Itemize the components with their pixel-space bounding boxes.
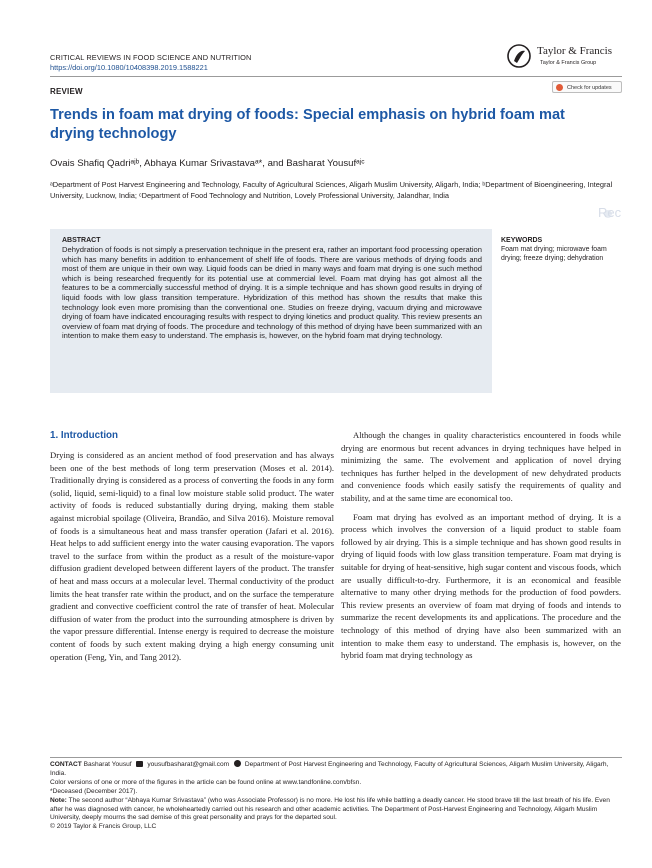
check-for-updates-button[interactable] — [552, 81, 622, 93]
publisher-group: Taylor & Francis Group — [540, 60, 597, 66]
ghost-overlay-text: Rec — [598, 205, 622, 220]
memorial-note — [50, 797, 624, 824]
crossmark-icon — [556, 84, 563, 91]
abstract-text: Dehydration of foods is not simply a preservation technique in the present era, rather an important food processing operation which has many benefits in addition to enhancement of shelf life of foods. There are various methods of drying foods and most of them are unique in their own way. Liquid foods can be dried in many ways and foam mat drying is one such method which is being researched frequently for its potential use at commercial level. Foam mat drying has got almost all the features to be a commercially successful method of drying. It is a simple technique and has shown good results in drying of liquid foods with low glass transition temperature. Hybridization of this method has shown the results that make this technology look even more promising than the conventional one. Studies on freeze drying, vacuum drying and microwave drying of foam have indicated encouraging results with respect to drying kinetics and product quality. This review presents an overview of foam mat drying of foods. The procedure and technology of this method of drying have been summarized with an intention to make them easy to understand. The emphasis is, however, on the hybrid foam mat drying technology. — [62, 245, 482, 341]
keywords-list: Foam mat drying; microwave foam drying; freeze drying; dehydration — [501, 246, 607, 263]
body-column-left — [50, 449, 334, 663]
paragraph: Foam mat drying has evolved as an important method of drying. It is a process which involves the conversion of a liquid product to stable foam followed by air drying. This is a simple technique and has shown good results in drying of liquid foods with low glass transition temperature. Foam mat drying is suitable for drying of heat-sensitive, high sugar content and viscous foods, which are usually difficult-to-dry. Furthermore, it is an economical and feasible alternative to many other drying methods for the production of food powders. This review presents an overview of foam mat drying of foods and intends to summarize the recent developments its and applications. The procedure and the technology of this method of drying have also been summarized with an intention to make them easy to understand. The emphasis is, however, on the hybrid foam mat drying technology as — [341, 511, 621, 661]
note-label: Note: — [50, 796, 67, 804]
keywords-heading: KEYWORDS — [501, 237, 543, 244]
deceased-note: *Deceased (December 2017). — [50, 787, 138, 795]
contact-address: Department of Post Harvest Engineering and Technology, Faculty of Agricultural Sciences, Aligarh Muslim University, Aligarh, India. — [50, 761, 609, 777]
check-for-updates-label: Check for updates — [567, 85, 612, 91]
contact-line — [50, 760, 624, 779]
paragraph: Although the changes in quality characteristics encountered in foods while drying are enormous but recent advances in drying techniques have helped in minimizing the same. The evolvement and application of novel drying techniques has further helped in the development of new dehydrated products and convenience foods which easily satisfy the requirements of quality and stability, and at the same time are economical too. — [341, 430, 621, 503]
journal-name: CRITICAL REVIEWS IN FOOD SCIENCE AND NUTRITION — [50, 53, 252, 62]
author-list: Ovais Shafiq Qadriᵃʲᵇ, Abhaya Kumar Srivastavaᵃ*, and Basharat Yousufᵃʲᶜ — [50, 158, 365, 169]
contact-label: CONTACT — [50, 761, 82, 768]
footnote-divider — [50, 757, 622, 758]
email-icon — [136, 761, 143, 767]
affiliations: ᵃDepartment of Post Harvest Engineering and Technology, Faculty of Agricultural Sciences, Aligarh Muslim University, Aligarh, India; ᵇDepartment of Bioengineering, Integral University, Lucknow, India; ᶜDepartment of Food Technology and Nutrition, Lovely Professional University, Jalandhar, India — [50, 180, 613, 200]
contact-email-link[interactable]: yousufbasharat@gmail.com — [147, 761, 230, 768]
color-note: Color versions of one or more of the figures in the article can be found online at www.tandfonline.com/bfsn. — [50, 778, 362, 786]
doi-link[interactable]: https://doi.org/10.1080/10408398.2019.1588221 — [50, 63, 208, 72]
paragraph: Drying is considered as an ancient method of food preservation and has always been one of the best methods of long term preservation (Moses et al. 2014). Traditionally drying is considered as a process of converting the foods in any form (solid, liquid, semi-liquid) to a final low moisture stable solid product. The water activity of foods is reduced substantially during drying, making them stable against microbial spoilage (Oliveira, Brandão, and Silva 2016). Moisture removal of foods is a simultaneous heat and mass transfer operation (Jafari et al. 2016). Heat helps to add sufficient energy into the water causing evaporation. The vapors travel to the surface from within the product as a result of the moisture-vapor diffusion gradient developed between different layers of the product. The transfer of heat and mass occurs at a molecular level. Thermal conductivity of the product limits the heat transfer rate within the product, and on the surface the temperature gradient and convective coefficient control the rate of transfer of heat. Molecular diffusion of water from the product into the surrounding atmosphere is driven by the vapor pressure differential. Intense energy is required to decrease the moisture content of foods by such extent making drying a high energy consuming unit operation (Feng, Yin, and Tang 2012). — [50, 450, 334, 662]
article-title: Trends in foam mat drying of foods: Special emphasis on hybrid foam mat drying technology — [50, 107, 565, 142]
body-column-right — [341, 429, 621, 662]
section-heading-introduction: 1. Introduction — [50, 430, 119, 441]
publisher-logo-icon — [505, 42, 535, 72]
footnotes — [50, 760, 624, 832]
article-type: REVIEW — [50, 87, 83, 96]
note-text: The second author “Abhaya Kumar Srivastava” (who was Associate Professor) is no more. He lost his life while battling a deadly cancer. He stood brave till the last breath of his life. Even after he was diagnosed with cancer, he wholeheartedly carried out his research and other academic activities. The Department of Post-Harvest Engineering and Technology, Aligarh Muslim University, deeply mourns the sad demise of this great personality and prays for the departed soul. — [50, 796, 610, 822]
abstract-heading: ABSTRACT — [62, 237, 101, 244]
header-divider — [50, 76, 622, 77]
contact-name: Basharat Yousuf — [83, 761, 132, 768]
address-icon — [234, 760, 241, 767]
publisher-name: Taylor & Francis — [537, 45, 612, 57]
copyright: © 2019 Taylor & Francis Group, LLC — [50, 823, 157, 831]
